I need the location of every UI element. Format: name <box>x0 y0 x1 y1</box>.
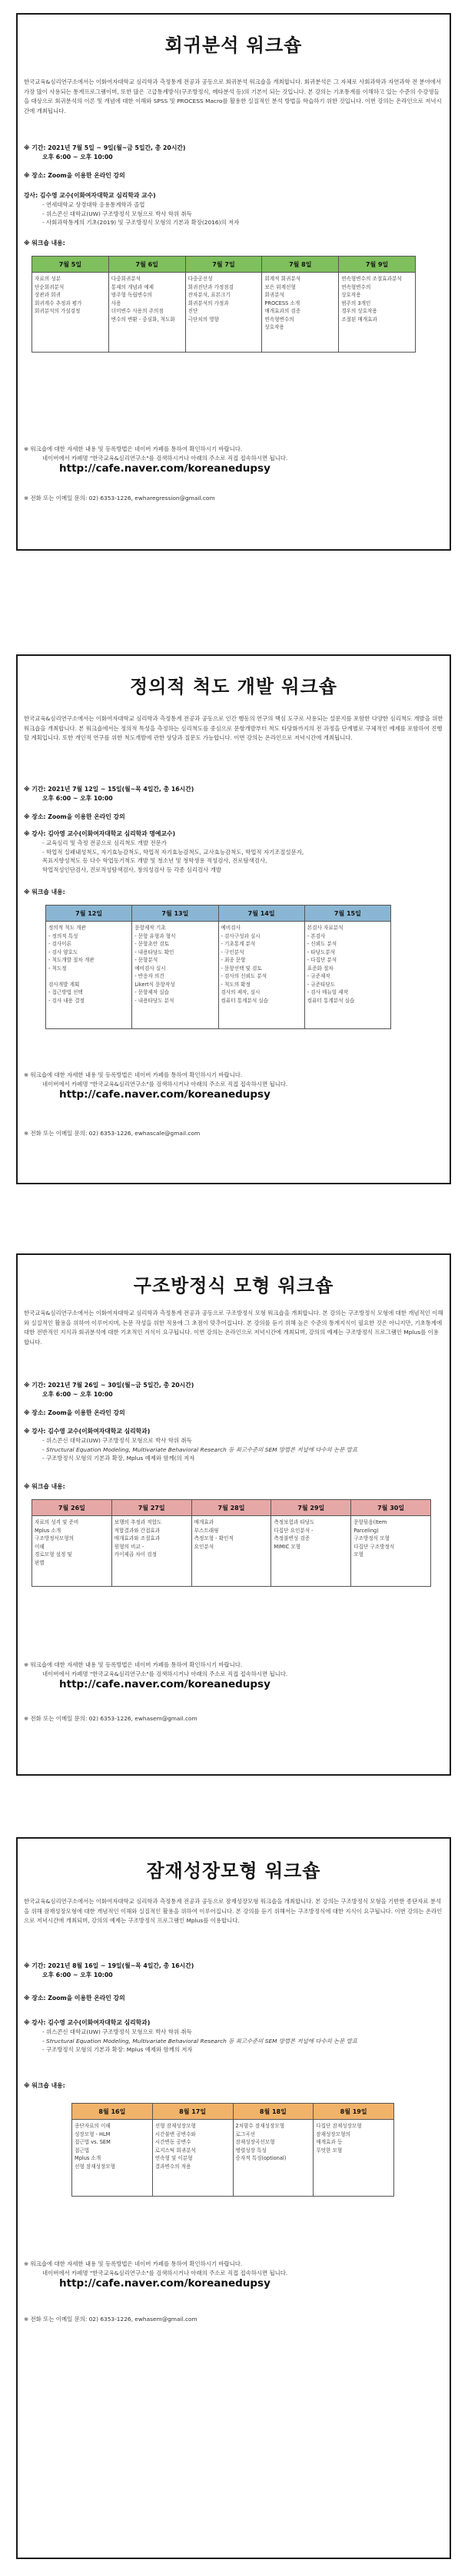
poster-title: 구조방정식 모형 워크숍 <box>133 1275 334 1296</box>
schedule-day: 8월 17일 <box>152 2104 233 2120</box>
schedule-day: 7월 28일 <box>191 1500 271 1516</box>
schedule-cell: 회계적 회귀분석 보은 위계선형 회귀분석 PROCESS 소개 매개효과의 검증 연속형변수의 상호작용 <box>262 273 339 353</box>
instructor-detail: - 구조방정식 모형의 기본과 확장: Mplus 예제와 함께의 저자 <box>42 2046 193 2053</box>
poster-scale-development <box>16 654 451 1184</box>
schedule-cell: 자료의 성격 및 준비 Mplus 소개 구조방정식모형의 이해 경로모형 설정 및 판별 <box>32 1516 112 1587</box>
schedule-header-row <box>32 1500 431 1516</box>
instructor-label: ※ 강사: 김수영 교수(이화여자대학교 심리학과) <box>24 2019 151 2026</box>
cafe-link[interactable]: http://cafe.naver.com/koreanedupsy <box>59 1678 271 1690</box>
info-note-2: 네이버에서 카페명 "한국교육&심리연구소"를 검색하시거나 아래의 주소로 직접 접속하시면 됩니다. <box>42 1670 288 1677</box>
schedule-table <box>45 905 391 1029</box>
venue-label: ※ 장소: Zoom을 이용한 온라인 강의 <box>24 813 125 820</box>
schedule-header-row <box>32 257 416 273</box>
schedule-day: 8월 16일 <box>72 2104 153 2120</box>
venue-label: ※ 장소: Zoom을 이용한 온라인 강의 <box>24 1995 125 2002</box>
time-label: 오후 6:00 ~ 오후 10:00 <box>42 154 113 161</box>
schedule-day: 7월 8일 <box>262 257 339 273</box>
schedule-day: 7월 13일 <box>132 906 218 922</box>
info-note: ※ 워크숍에 대한 자세한 내용 및 등록방법은 네이버 카페를 통하여 확인하시기 바랍니다. <box>24 445 243 452</box>
instructor-detail: - Structural Equation Modeling, Multivariate Behavioral Research 등 최고수준의 SEM 방법론 저널에 다수의 논문 발표 <box>42 2037 358 2045</box>
schedule-content-row <box>32 273 416 353</box>
poster-title: 잠재성장모형 워크숍 <box>146 1860 321 1882</box>
poster-regression <box>16 13 451 551</box>
schedule-cell: 매개효과 부스트래핑 측정모형 - 확인적 요인분석 <box>191 1516 271 1587</box>
info-note-2: 네이버에서 카페명 "한국교육&심리연구소"를 검색하시거나 아래의 주소로 직접 접속하시면 됩니다. <box>42 2269 288 2276</box>
schedule-cell: 본검사 자료분석 - 본검사 - 신뢰도 분석 - 타당도분석 - 다집단 분석 표준화 절차 - 규준제작 - 규준타당도 - 검사 매뉴얼 제작 컴퓨터 통계분석 실습 <box>304 922 390 1029</box>
schedule-day: 7월 5일 <box>32 257 109 273</box>
schedule-cell: 다집단 잠재성장모형 잠재성장모형의 매개효과 등 무엇한 모형 <box>314 2120 394 2197</box>
schedule-cell: 다중회귀분석 통제의 개념과 예제 범주형 독립변수의 사용 더미변수 사용의 주의점 변수의 변환 - 중심화, 척도화 <box>108 273 185 353</box>
schedule-day: 7월 30일 <box>351 1500 431 1516</box>
schedule-cell: 다중공선성 회귀진단과 가정점검 잔차분석, 표본크기 회귀분석의 가정과 진단 극단치의 영향 <box>185 273 262 353</box>
schedule-table <box>32 1499 431 1587</box>
schedule-cell: 2차함수 잠재성장모형 로그곡선 잠재성장곡선모형 병렬성장 특성 승자적 특징(optional) <box>233 2120 314 2197</box>
schedule-day: 7월 9일 <box>339 257 416 273</box>
info-note: ※ 워크숍에 대한 자세한 내용 및 등록방법은 네이버 카페를 통하여 확인하시기 바랍니다. <box>24 2260 243 2267</box>
poster-title: 회귀분석 워크숍 <box>164 35 303 56</box>
intro-text: 한국교육&심리연구소에서는 이화여자대학교 심리학과 측정통계 전공과 공동으로 구조방정식 모형 워크숍을 개최합니다. 본 강의는 구조방정식 모형에 대한 개념적인 이해와 실질적인 활용을 위하여 이루어지며, 논문 작성을 위한 적용에 그 초점이 맞추어집니다. 본 강의를 듣기 위해 높은 수준의 통계지식이 필요한 것은 아니지만, 기초통계에 대한 전반적인 지식과 회귀분석에 대한 기초적인 지식이 요구됩니다. 이번 강의는 온라인으로 저녁시간에 개최되며, 강의의 예제는 구조방정식 프로그램인 Mplus를 이용합니다. <box>24 1310 443 1346</box>
venue-label: ※ 장소: Zoom을 이용한 온라인 강의 <box>24 172 125 179</box>
contact-info: ※ 전화 또는 이메일 문의: 02) 6353-1226, ewhasem@gmail.com <box>24 2316 197 2323</box>
schedule-day: 7월 12일 <box>46 906 132 922</box>
content-label: ※ 워크숍 내용: <box>24 889 65 896</box>
schedule-day: 8월 19일 <box>314 2104 394 2120</box>
instructor-detail: 학업적성인단검사, 진로적성탐색검사, 창의성검사 등 각종 심리검사 개발 <box>42 866 221 873</box>
schedule-cell: 예비검사 - 검사구성과 실시 - 기초통계 분석 - 구인분석 - 최종 문항 - 문항선택 및 검토 - 검사의 신뢰도 분석 - 척도의 확정 검사의 제작, 실시 컴퓨터 통계분석 실습 <box>218 922 304 1029</box>
instructor-detail: - 위스콘신 대학교(UW) 구조방정식 모형으로 박사 학위 취득 <box>42 1437 192 1444</box>
instructor-detail: 목표지향성척도 등 다수 학업동기척도 개발 및 청소년 및 청학생용 적성검사, 진로탐색검사, <box>42 857 267 864</box>
schedule-cell: 측정보험과 타당도 다집단 요인분석 - 측정불변성 검증 MIMIC 모형 <box>271 1516 351 1587</box>
schedule-day: 7월 29일 <box>271 1500 351 1516</box>
schedule-day: 8월 18일 <box>233 2104 314 2120</box>
poster-latent-growth <box>16 1837 451 2559</box>
date-label: ※ 기간: 2021년 7월 12일 ~ 15일(월~목 4일간, 총 16시간) <box>24 786 194 793</box>
info-note: ※ 워크숍에 대한 자세한 내용 및 등록방법은 네이버 카페를 통하여 확인하시기 바랍니다. <box>24 1661 243 1668</box>
content-label: ※ 워크숍 내용: <box>24 2082 65 2089</box>
info-note-2: 네이버에서 카페명 "한국교육&심리연구소"를 검색하시거나 아래의 주소로 직접 접속하시면 됩니다. <box>42 1080 288 1088</box>
instructor-detail: - 연세대학교 상경대학 응용통계학과 졸업 <box>42 201 145 208</box>
schedule-table <box>71 2103 394 2197</box>
venue-label: ※ 장소: Zoom을 이용한 온라인 강의 <box>24 1409 125 1416</box>
schedule-cell: 자료의 성분 단순회귀분석 상관과 회귀 회귀계수 추정과 평가 회귀분석의 가설검정 <box>32 273 109 353</box>
instructor-label: ※ 강사: 김아영 교수(이화여자대학교 심리학과 명예교수) <box>24 830 176 837</box>
instructor-detail: - 학업적 실패내성척도, 자기효능감척도, 학업적 자기효능감척도, 교사효능감척도, 학업적 자기조절설문지, <box>42 848 304 856</box>
time-label: 오후 6:00 ~ 오후 10:00 <box>42 1972 113 1978</box>
schedule-cell: 정의적 척도 개관 - 정의적 특성 - 검사이론 - 검사 양호도 - 척도개발 절차 개관 - 척도정 검사개발 계획 - 접근방법 선택 - 검사 내용 결정 <box>46 922 132 1029</box>
schedule-cell: 보행의 추정과 적합도 적합결과와 간접효과 매개효과와 조절효과 원형의 비교 - 카이제곱 차이 검정 <box>111 1516 191 1587</box>
instructor-detail: - 사회과학통계의 기초(2019) 및 구조방정식 모형의 기본과 확장(2016)의 저자 <box>42 219 240 226</box>
instructor-detail: - 위스콘신 대학교(UW) 구조방정식 모형으로 박사 학위 취득 <box>42 2028 192 2035</box>
intro-text: 한국교육&심리연구소에서는 이화여자대학교 심리학과 측정통계 전공과 공동으로 잠재성장모형 워크숍을 개최합니다. 본 강의는 구조방정식 모형을 기반한 종단자료 분석을 위해 잠재성장모형에 대한 개념적인 이해와 실질적인 활용을 위하여 이루어집니다. 본 강의를 듣기 위해서는 구조방정식에 대한 지식이 요구됩니다. 이번 강의는 온라인으로 저녁시간에 개최되며, 강의의 예제는 구조방정식 프로그램인 Mplus를 이용합니다. <box>24 1898 443 1924</box>
schedule-table <box>32 256 416 353</box>
instructor-detail: - 구조방정식 모형의 기본과 확장, Mplus 예제와 함께(의 저자 <box>42 1455 195 1462</box>
contact-info: ※ 전화 또는 이메일 문의: 02) 6353-1226, ewharegression@gmail.com <box>24 495 215 502</box>
cafe-link[interactable]: http://cafe.naver.com/koreanedupsy <box>59 1088 271 1101</box>
schedule-day: 7월 6일 <box>108 257 185 273</box>
intro-text: 한국교육&심리연구소에서는 이화여자대학교 심리학과 측정통계 전공과 공동으로 인간 행동의 연구의 핵심 도구로 사용되는 설문지를 포함한 다양한 심리척도 개발을 위한 워크숍을 개최합니다. 본 워크숍에서는 정의적 특성을 측정하는 심리척도를 중심으로 문항개발부터 척도 타당화까지의 전 과정을 단계별로 구체적인 예제를 포함하여 진행할 계획입니다. 또한 개인적 연구를 위한 척도개발에 관한 상담과 질문도 가능합니다. 이번 강의는 온라인으로 저녁시간에 개최됩니다. <box>24 715 443 741</box>
schedule-day: 7월 7일 <box>185 257 262 273</box>
info-note-2: 네이버에서 카페명 "한국교육&심리연구소"를 검색하시거나 아래의 주소로 직접 접속하시면 됩니다. <box>42 454 288 462</box>
schedule-cell: 문항묶음(Item Parceling) 구조방정식 모형 다집단 구조방정식 모형 <box>351 1516 431 1587</box>
time-label: 오후 6:00 ~ 오후 10:00 <box>42 795 113 802</box>
time-label: 오후 6:00 ~ 오후 10:00 <box>42 1391 113 1398</box>
schedule-header-row <box>46 906 391 922</box>
cafe-link[interactable]: http://cafe.naver.com/koreanedupsy <box>59 462 271 475</box>
date-label: ※ 기간: 2021년 8월 16일 ~ 19일(월~목 4일간, 총 16시간) <box>24 1962 194 1969</box>
schedule-day: 7월 26일 <box>32 1500 112 1516</box>
schedule-cell: 문항제작 기초 - 문항 유형과 형식 - 문항초안 검토 - 내용타당도 확인 - 문항분석 예비검사 실시 - 반응자 의견 Likert식 문항작성 - 문항제작 실습 - 내용타당도 분석 <box>132 922 218 1029</box>
instructor-label: 강사: 김수영 교수(이화여자대학교 심리학과 교수) <box>24 192 156 199</box>
schedule-day: 7월 15일 <box>304 906 390 922</box>
content-label: ※ 워크숍 내용: <box>24 1483 65 1490</box>
intro-text: 한국교육&심리연구소에서는 이화여자대학교 심리학과 측정통계 전공과 공동으로 회귀분석 워크숍을 개최합니다. 회귀분석은 그 자체로 사회과학과 자연과학 전 분야에서 가장 많이 사용되는 통계프로그램이며, 또한 많은 고급통계방식(구조방정식, 메타분석 등)의 기본이 되는 것입니다. 본 강의는 기초통계를 이해하고 있는 수준의 수강생들을 대상으로 회귀분석의 이론 및 개념에 대한 이해와 SPSS 및 PROCESS Macro를 활용한 실질적인 분석 방법을 학습하기 위한 것입니다. 이번 강의는 온라인으로 저녁시간에 개최됩니다. <box>24 78 442 114</box>
schedule-content-row <box>46 922 391 1029</box>
schedule-content-row <box>32 1516 431 1587</box>
schedule-day: 7월 14일 <box>218 906 304 922</box>
info-note: ※ 워크숍에 대한 자세한 내용 및 등록방법은 네이버 카페를 통하여 확인하시기 바랍니다. <box>24 1071 243 1078</box>
cafe-link[interactable]: http://cafe.naver.com/koreanedupsy <box>59 2277 271 2290</box>
content-label: ※ 워크숍 내용: <box>24 240 65 247</box>
schedule-cell: 연속형변수의 조절효과분석 연속형변수의 상호작용 범주의 3개인 경우의 상호작용 조절된 매개효과 <box>339 273 416 353</box>
schedule-header-row <box>72 2104 394 2120</box>
schedule-cell: 종단자료의 이해 성장모형 - HLM 접근법 vs. SEM 접근법 Mplus 소개 선형 잠재성장모형 <box>72 2120 153 2197</box>
poster-title: 정의적 척도 개발 워크숍 <box>130 676 337 697</box>
schedule-content-row <box>72 2120 394 2197</box>
poster-sem <box>16 1253 451 1776</box>
schedule-cell: 선형 잠재성장모형 시간불변 공변수와 시간변동 공변수 로지스틱 회귀분석 연속형 및 이분형 결과변수의 적용 <box>152 2120 233 2197</box>
instructor-label: ※ 강사: 김수영 교수(이화여자대학교 심리학과) <box>24 1428 151 1435</box>
date-label: ※ 기간: 2021년 7월 26일 ~ 30일(월~금 5일간, 총 20시간) <box>24 1382 194 1389</box>
contact-info: ※ 전화 또는 이메일 문의: 02) 6353-1226, ewhasem@gmail.com <box>24 1715 197 1722</box>
schedule-day: 7월 27일 <box>111 1500 191 1516</box>
date-label: ※ 기간: 2021년 7월 5일 ~ 9일(월~금 5일간, 총 20시간) <box>24 144 186 151</box>
contact-info: ※ 전화 또는 이메일 문의: 02) 6353-1226, ewhascale@gmail.com <box>24 1130 201 1137</box>
instructor-detail: - 교육심리 및 측정 전공으로 심리척도 개발 전문가 <box>42 839 167 846</box>
instructor-detail: - Structural Equation Modeling, Multivariate Behavioral Research 등 최고수준의 SEM 방법론 저널에 다수의 논문 발표 <box>42 1445 358 1453</box>
instructor-detail: - 위스콘신 대학교(UW) 구조방정식 모형으로 박사 학위 취득 <box>42 210 192 217</box>
